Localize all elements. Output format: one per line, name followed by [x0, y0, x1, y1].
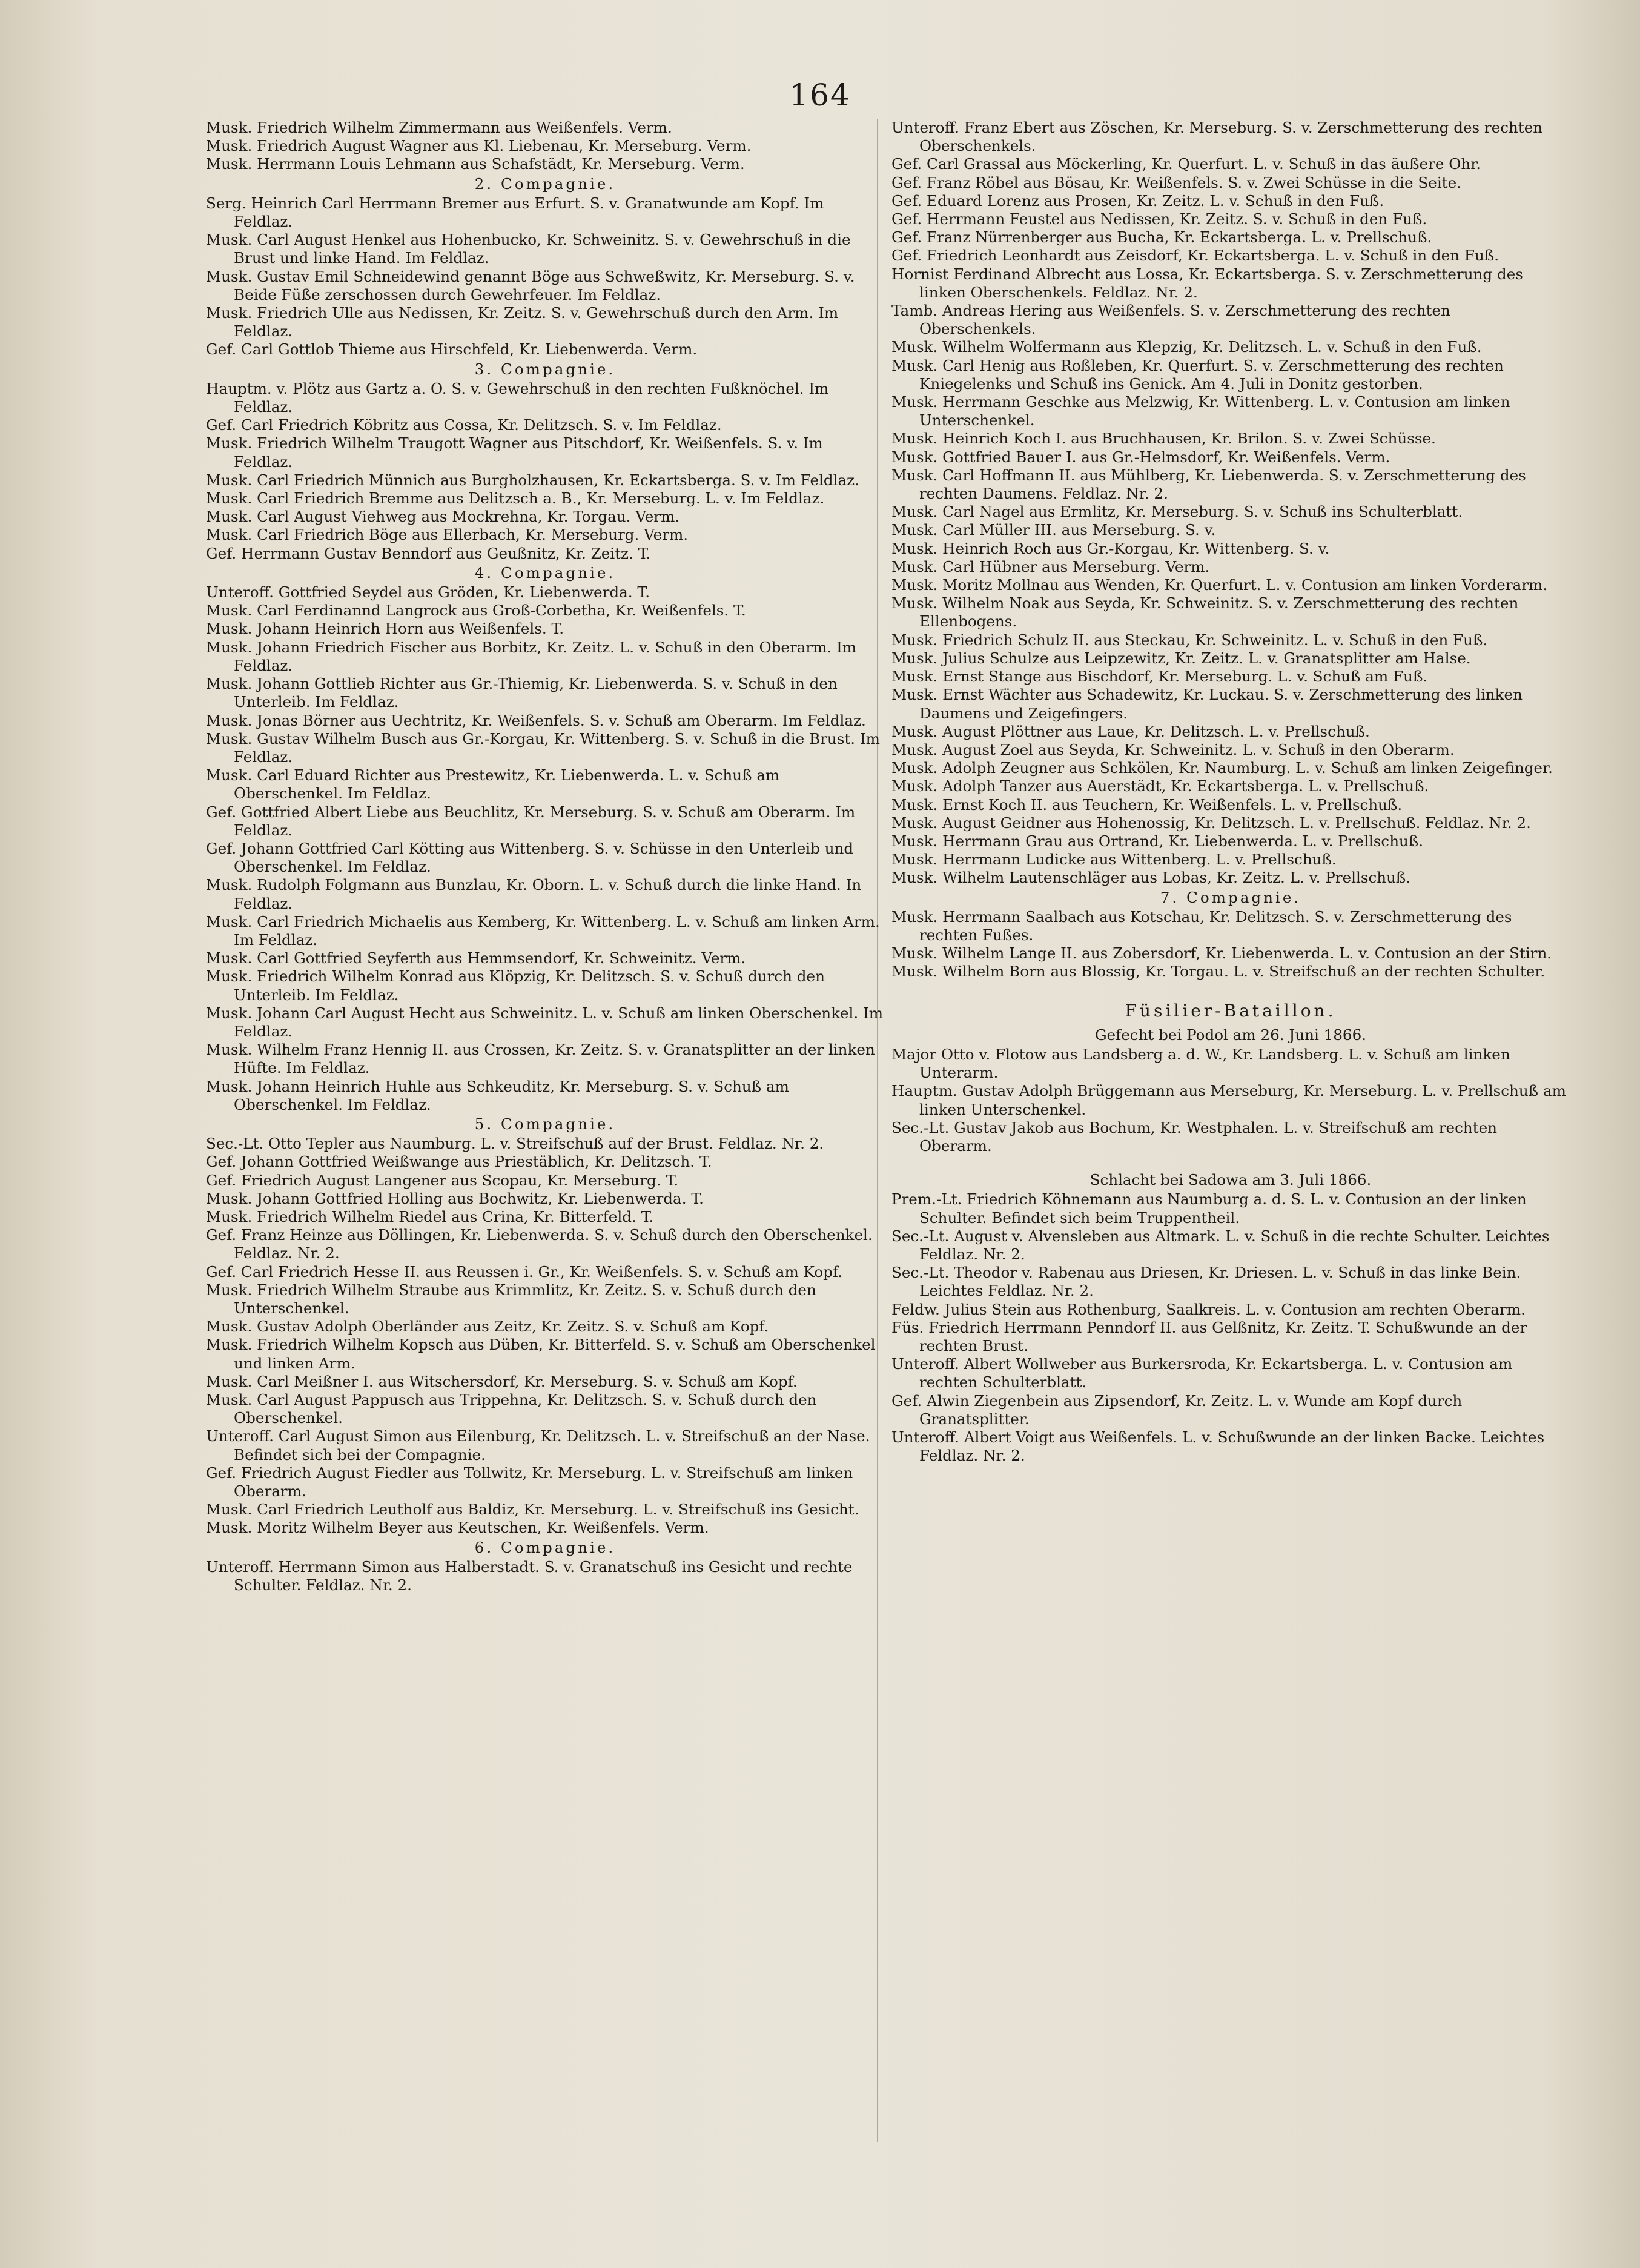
casualty-entry: Musk. Herrmann Geschke aus Melzwig, Kr. Wittenberg. L. v. Contusion am linken Unterschenkel.: [891, 393, 1510, 429]
casualty-entry: Gef. Carl Friedrich Hesse II. aus Reussen i. Gr., Kr. Weißenfels. S. v. Schuß am Kopf.: [206, 1262, 842, 1281]
casualty-entry: Musk. Herrmann Ludicke aus Wittenberg. L. v. Prellschuß.: [891, 850, 1337, 869]
casualty-entry: Gef. Herrmann Gustav Benndorf aus Geußnitz, Kr. Zeitz. T.: [206, 544, 651, 562]
casualty-entry: Musk. Carl Müller III. aus Merseburg. S. v.: [891, 521, 1216, 539]
casualty-entry: Gef. Carl Friedrich Köbritz aus Cossa, Kr. Delitzsch. S. v. Im Feldlaz.: [206, 416, 722, 434]
casualty-entry: Musk. Rudolph Folgmann aus Bunzlau, Kr. Oborn. L. v. Schuß durch die linke Hand. In Feldlaz.: [206, 876, 862, 912]
battalion-heading: Füsilier-Bataillon.: [1125, 1000, 1337, 1021]
casualty-entry: Musk. Herrmann Grau aus Ortrand, Kr. Liebenwerda. L. v. Prellschuß.: [891, 832, 1424, 850]
section-heading: 4. Compagnie.: [474, 563, 616, 582]
casualty-entry: Gef. Friedrich Leonhardt aus Zeisdorf, Kr. Eckartsberga. L. v. Schuß in den Fuß.: [891, 247, 1499, 265]
casualty-entry: Musk. Wilhelm Noak aus Seyda, Kr. Schweinitz. S. v. Zerschmetterung des rechten Ellenbogens.: [891, 594, 1519, 631]
casualty-entry: Musk. Johann Gottlieb Richter aus Gr.-Thiemig, Kr. Liebenwerda. S. v. Schuß in den Unterleib. Im Feldlaz.: [206, 675, 838, 711]
casualty-entry: Musk. Friedrich Wilhelm Traugott Wagner aus Pitschdorf, Kr. Weißenfels. S. v. Im Feldlaz.: [206, 434, 823, 471]
casualty-entry: Musk. Friedrich Wilhelm Konrad aus Klöpzig, Kr. Delitzsch. S. v. Schuß durch den Unterleib. Im Feldlaz.: [206, 967, 825, 1004]
casualty-entry: Musk. Ernst Stange aus Bischdorf, Kr. Merseburg. L. v. Schuß am Fuß.: [891, 668, 1428, 686]
casualty-entry: Gef. Friedrich August Langener aus Scopau, Kr. Merseburg. T.: [206, 1171, 679, 1189]
casualty-entry: Gef. Alwin Ziegenbein aus Zipsendorf, Kr. Zeitz. L. v. Wunde am Kopf durch Granatsplitter.: [891, 1391, 1463, 1428]
casualty-entry: Tamb. Andreas Hering aus Weißenfels. S. v. Zerschmetterung des rechten Oberschenkels.: [891, 302, 1450, 338]
casualty-entry: Musk. August Zoel aus Seyda, Kr. Schweinitz. L. v. Schuß in den Oberarm.: [891, 740, 1455, 758]
casualty-entry: Hauptm. Gustav Adolph Brüggemann aus Merseburg, Kr. Merseburg. L. v. Prellschuß am linken Unterschenkel.: [891, 1082, 1566, 1118]
casualty-entry: Musk. Johann Heinrich Huhle aus Schkeuditz, Kr. Merseburg. S. v. Schuß am Oberschenkel. Im Feldlaz.: [206, 1077, 789, 1113]
casualty-entry: Musk. Heinrich Roch aus Gr.-Korgau, Kr. Wittenberg. S. v.: [891, 539, 1330, 557]
section-heading: 5. Compagnie.: [474, 1115, 616, 1133]
casualty-entry: Feldw. Julius Stein aus Rothenburg, Saalkreis. L. v. Contusion am rechten Oberarm.: [891, 1300, 1526, 1318]
casualty-entry: Musk. Gustav Emil Schneidewind genannt Böge aus Schweßwitz, Kr. Merseburg. S. v. Beide Füße zerschossen durch Gewehrfeuer. Im Feldlaz.: [206, 267, 855, 303]
casualty-entry: Musk. Wilhelm Franz Hennig II. aus Crossen, Kr. Zeitz. S. v. Granatsplitter an der linken Hüfte. Im Feldlaz.: [206, 1041, 875, 1077]
casualty-entry: Musk. Friedrich Wilhelm Straube aus Krimmlitz, Kr. Zeitz. S. v. Schuß durch den Unterschenkel.: [206, 1281, 816, 1317]
casualty-entry: Gef. Franz Heinze aus Döllingen, Kr. Liebenwerda. S. v. Schuß durch den Oberschenkel. Feldlaz. Nr. 2.: [206, 1226, 873, 1262]
casualty-entry: Sec.-Lt. August v. Alvensleben aus Altmark. L. v. Schuß in die rechte Schulter. Leichtes Feldlaz. Nr. 2.: [891, 1227, 1550, 1263]
casualty-entry: Füs. Friedrich Herrmann Penndorf II. aus Gelßnitz, Kr. Zeitz. T. Schußwunde an der rechten Brust.: [891, 1318, 1527, 1354]
casualty-entry: Musk. Carl Meißner I. aus Witschersdorf, Kr. Merseburg. S. v. Schuß am Kopf.: [206, 1372, 798, 1390]
casualty-entry: Unteroff. Albert Wollweber aus Burkersroda, Kr. Eckartsberga. L. v. Contusion am rechten Schulterblatt.: [891, 1355, 1513, 1391]
casualty-entry: Prem.-Lt. Friedrich Köhnemann aus Naumburg a. d. S. L. v. Contusion an der linken Schulter. Befindet sich beim Truppentheil.: [891, 1190, 1527, 1227]
casualty-entry: Musk. August Geidner aus Hohenossig, Kr. Delitzsch. L. v. Prellschuß. Feldlaz. Nr. 2.: [891, 814, 1531, 832]
casualty-entry: Gef. Johann Gottfried Carl Kötting aus Wittenberg. S. v. Schüsse in den Unterleib und Oberschenkel. Im Feldlaz.: [206, 839, 854, 876]
casualty-entry: Musk. Friedrich Wilhelm Riedel aus Crina, Kr. Bitterfeld. T.: [206, 1207, 654, 1225]
casualty-entry: Unteroff. Franz Ebert aus Zöschen, Kr. Merseburg. S. v. Zerschmetterung des rechten Oberschenkels.: [891, 119, 1543, 155]
casualty-entry: Musk. Gustav Adolph Oberländer aus Zeitz, Kr. Zeitz. S. v. Schuß am Kopf.: [206, 1318, 769, 1336]
casualty-entry: Major Otto v. Flotow aus Landsberg a. d. W., Kr. Landsberg. L. v. Schuß am linken Unterarm.: [891, 1045, 1510, 1082]
casualty-entry: Gef. Eduard Lorenz aus Prosen, Kr. Zeitz. L. v. Schuß in den Fuß.: [891, 191, 1384, 210]
casualty-entry: Musk. Gottfried Bauer I. aus Gr.-Helmsdorf, Kr. Weißenfels. Verm.: [891, 448, 1390, 466]
casualty-entry: Musk. Johann Gottfried Holling aus Bochwitz, Kr. Liebenwerda. T.: [206, 1189, 704, 1207]
casualty-entry: Gef. Johann Gottfried Weißwange aus Priestäblich, Kr. Delitzsch. T.: [206, 1153, 712, 1171]
casualty-entry: Gef. Gottfried Albert Liebe aus Beuchlitz, Kr. Merseburg. S. v. Schuß am Oberarm. Im Feldlaz.: [206, 803, 856, 839]
casualty-entry: Musk. Ernst Wächter aus Schadewitz, Kr. Luckau. S. v. Zerschmetterung des linken Daumens und Zeigefingers.: [891, 686, 1523, 722]
casualty-entry: Musk. Carl August Pappusch aus Trippehna, Kr. Delitzsch. S. v. Schuß durch den Oberschenkel.: [206, 1391, 817, 1427]
casualty-entry: Musk. Carl Friedrich Böge aus Ellerbach, Kr. Merseburg. Verm.: [206, 526, 689, 544]
casualty-entry: Musk. Carl Nagel aus Ermlitz, Kr. Merseburg. S. v. Schuß ins Schulterblatt.: [891, 503, 1463, 521]
casualty-entry: Musk. Friedrich Wilhelm Kopsch aus Düben, Kr. Bitterfeld. S. v. Schuß am Oberschenkel und linken Arm.: [206, 1336, 876, 1372]
casualty-entry: Musk. Friedrich Schulz II. aus Steckau, Kr. Schweinitz. L. v. Schuß in den Fuß.: [891, 631, 1488, 649]
casualty-entry: Musk. Heinrich Koch I. aus Bruchhausen, Kr. Brilon. S. v. Zwei Schüsse.: [891, 429, 1436, 448]
casualty-entry: Musk. Carl Ferdinannd Langrock aus Groß-Corbetha, Kr. Weißenfels. T.: [206, 602, 746, 620]
casualty-entry: Musk. Herrmann Louis Lehmann aus Schafstädt, Kr. Merseburg. Verm.: [206, 155, 745, 173]
casualty-entry: Musk. Wilhelm Lautenschläger aus Lobas, Kr. Zeitz. L. v. Prellschuß.: [891, 869, 1411, 887]
casualty-entry: Musk. August Plöttner aus Laue, Kr. Delitzsch. L. v. Prellschuß.: [891, 722, 1370, 740]
casualty-entry: Gef. Carl Grassal aus Möckerling, Kr. Querfurt. L. v. Schuß in das äußere Ohr.: [891, 155, 1481, 173]
casualty-entry: Musk. Gustav Wilhelm Busch aus Gr.-Korgau, Kr. Wittenberg. S. v. Schuß in die Brust. Im Feldlaz.: [206, 729, 880, 766]
section-heading: 3. Compagnie.: [474, 360, 616, 378]
casualty-entry: Musk. Moritz Wilhelm Beyer aus Keutschen, Kr. Weißenfels. Verm.: [206, 1519, 709, 1537]
casualty-entry: Musk. Jonas Börner aus Uechtritz, Kr. Weißenfels. S. v. Schuß am Oberarm. Im Feldlaz.: [206, 711, 866, 729]
casualty-entry: Sec.-Lt. Theodor v. Rabenau aus Driesen, Kr. Driesen. L. v. Schuß in das linke Bein. Leichtes Feldlaz. Nr. 2.: [891, 1264, 1521, 1300]
casualty-entry: Musk. Carl Hoffmann II. aus Mühlberg, Kr. Liebenwerda. S. v. Zerschmetterung des rechten Daumens. Feldlaz. Nr. 2.: [891, 466, 1526, 503]
casualty-entry: Gef. Franz Röbel aus Bösau, Kr. Weißenfels. S. v. Zwei Schüsse in die Seite.: [891, 173, 1461, 191]
casualty-entry: Musk. Ernst Koch II. aus Teuchern, Kr. Weißenfels. L. v. Prellschuß.: [891, 795, 1403, 814]
casualty-entry: Gef. Franz Nürrenberger aus Bucha, Kr. Eckartsberga. L. v. Prellschuß.: [891, 228, 1432, 247]
page-number: 164: [789, 78, 851, 113]
casualty-entry: Sec.-Lt. Gustav Jakob aus Bochum, Kr. Westphalen. L. v. Streifschuß am rechten Oberarm.: [891, 1118, 1497, 1155]
casualty-entry: Musk. Wilhelm Born aus Blossig, Kr. Torgau. L. v. Streifschuß an der rechten Schulter.: [891, 963, 1546, 981]
section-heading: 2. Compagnie.: [474, 174, 616, 193]
casualty-entry: Musk. Carl Friedrich Münnich aus Burgholzhausen, Kr. Eckartsberga. S. v. Im Feldlaz.: [206, 471, 859, 489]
casualty-entry: Musk. Carl Friedrich Leutholf aus Baldiz, Kr. Merseburg. L. v. Streifschuß ins Gesicht.: [206, 1500, 859, 1519]
casualty-entry: Musk. Carl Hübner aus Merseburg. Verm.: [891, 557, 1210, 575]
casualty-entry: Musk. Herrmann Saalbach aus Kotschau, Kr. Delitzsch. S. v. Zerschmetterung des rechten Fußes.: [891, 907, 1512, 944]
casualty-entry: Musk. Julius Schulze aus Leipzewitz, Kr. Zeitz. L. v. Granatsplitter am Halse.: [891, 649, 1471, 667]
casualty-entry: Musk. Adolph Zeugner aus Schkölen, Kr. Naumburg. L. v. Schuß am linken Zeigefinger.: [891, 759, 1553, 777]
casualty-entry: Musk. Wilhelm Wolfermann aus Klepzig, Kr. Delitzsch. L. v. Schuß in den Fuß.: [891, 338, 1482, 356]
battle-heading: Schlacht bei Sadowa am 3. Juli 1866.: [1089, 1171, 1372, 1189]
casualty-entry: Musk. Carl Friedrich Michaelis aus Kemberg, Kr. Wittenberg. L. v. Schuß am linken Arm. Im Feldlaz.: [206, 912, 880, 949]
casualty-entry: Sec.-Lt. Otto Tepler aus Naumburg. L. v. Streifschuß auf der Brust. Feldlaz. Nr. 2.: [206, 1135, 824, 1153]
casualty-entry: Musk. Johann Friedrich Fischer aus Borbitz, Kr. Zeitz. L. v. Schuß in den Oberarm. Im Feldlaz.: [206, 638, 857, 674]
casualty-entry: Hauptm. v. Plötz aus Gartz a. O. S. v. Gewehrschuß in den rechten Fußknöchel. Im Feldlaz.: [206, 379, 829, 416]
casualty-entry: Musk. Carl August Henkel aus Hohenbucko, Kr. Schweinitz. S. v. Gewehrschuß in die Brust und linke Hand. Im Feldlaz.: [206, 231, 851, 267]
casualty-entry: Gef. Herrmann Feustel aus Nedissen, Kr. Zeitz. S. v. Schuß in den Fuß.: [891, 210, 1427, 228]
casualty-entry: Gef. Friedrich August Fiedler aus Tollwitz, Kr. Merseburg. L. v. Streifschuß am linken Oberarm.: [206, 1464, 853, 1500]
casualty-entry: Gef. Carl Gottlob Thieme aus Hirschfeld, Kr. Liebenwerda. Verm.: [206, 340, 698, 359]
casualty-entry: Unteroff. Gottfried Seydel aus Gröden, Kr. Liebenwerda. T.: [206, 583, 650, 602]
casualty-entry: Musk. Carl Gottfried Seyferth aus Hemmsendorf, Kr. Schweinitz. Verm.: [206, 949, 746, 967]
casualty-entry: Unteroff. Albert Voigt aus Weißenfels. L. v. Schußwunde an der linken Backe. Leichtes Feldlaz. Nr. 2.: [891, 1428, 1545, 1465]
casualty-entry: Musk. Friedrich Wilhelm Zimmermann aus Weißenfels. Verm.: [206, 119, 672, 136]
casualty-entry: Musk. Carl Friedrich Bremme aus Delitzsch a. B., Kr. Merseburg. L. v. Im Feldlaz.: [206, 489, 825, 508]
casualty-entry: Unteroff. Herrmann Simon aus Halberstadt. S. v. Granatschuß ins Gesicht und rechte Schulter. Feldlaz. Nr. 2.: [206, 1557, 853, 1594]
casualty-entry: Serg. Heinrich Carl Herrmann Bremer aus Erfurt. S. v. Granatwunde am Kopf. Im Feldlaz.: [206, 194, 824, 231]
casualty-entry: Musk. Friedrich August Wagner aus Kl. Liebenau, Kr. Merseburg. Verm.: [206, 137, 752, 155]
casualty-entry: Musk. Carl Eduard Richter aus Prestewitz, Kr. Liebenwerda. L. v. Schuß am Oberschenkel. Im Feldlaz.: [206, 766, 780, 803]
section-heading: 7. Compagnie.: [1160, 888, 1301, 906]
casualty-entry: Musk. Johann Heinrich Horn aus Weißenfels. T.: [206, 620, 564, 638]
casualty-entry: Musk. Friedrich Ulle aus Nedissen, Kr. Zeitz. S. v. Gewehrschuß durch den Arm. Im Feldlaz.: [206, 304, 839, 340]
casualty-entry: Musk. Johann Carl August Hecht aus Schweinitz. L. v. Schuß am linken Oberschenkel. Im Feldlaz.: [206, 1004, 884, 1040]
casualty-entry: Unteroff. Carl August Simon aus Eilenburg, Kr. Delitzsch. L. v. Streifschuß an der Nase. Befindet sich bei der Compagnie.: [206, 1427, 870, 1464]
battle-heading: Gefecht bei Podol am 26. Juni 1866.: [1094, 1026, 1367, 1044]
casualty-entry: Musk. Carl Henig aus Roßleben, Kr. Querfurt. S. v. Zerschmetterung des rechten Kniegelenks und Schuß ins Genick. Am 4. Juli in Donitz gestorben.: [891, 356, 1504, 393]
left-column: [206, 119, 884, 1594]
casualty-entry: Musk. Carl August Viehweg aus Mockrehna, Kr. Torgau. Verm.: [206, 508, 680, 526]
casualty-entry: Hornist Ferdinand Albrecht aus Lossa, Kr. Eckartsberga. S. v. Zerschmetterung des linken Oberschenkels. Feldlaz. Nr. 2.: [891, 265, 1523, 301]
casualty-entry: Musk. Wilhelm Lange II. aus Zobersdorf, Kr. Liebenwerda. L. v. Contusion an der Stirn.: [891, 944, 1552, 963]
section-heading: 6. Compagnie.: [474, 1538, 616, 1556]
casualty-entry: Musk. Moritz Mollnau aus Wenden, Kr. Querfurt. L. v. Contusion am linken Vorderarm.: [891, 576, 1548, 594]
casualty-entry: Musk. Adolph Tanzer aus Auerstädt, Kr. Eckartsberga. L. v. Prellschuß.: [891, 777, 1429, 795]
right-column: [891, 119, 1570, 1465]
